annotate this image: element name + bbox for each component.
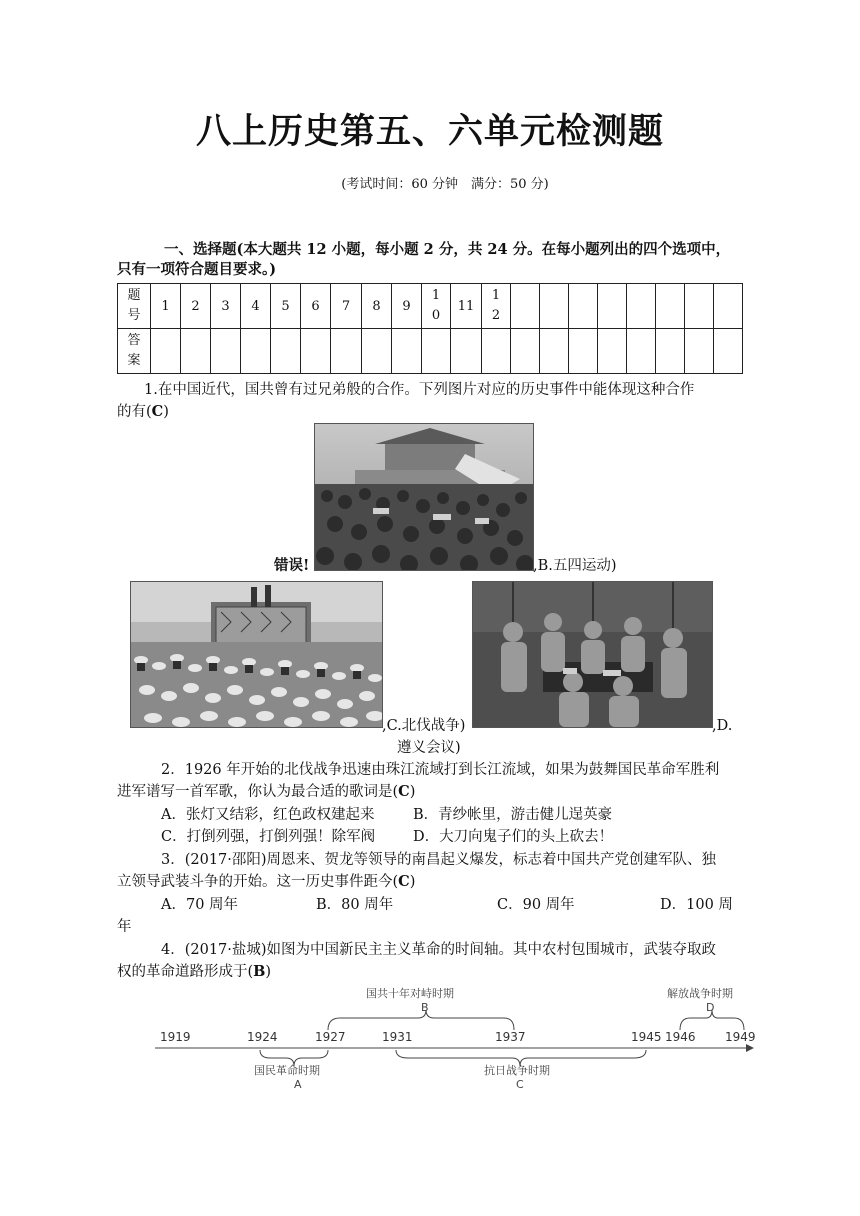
- table-cell: 1 2: [482, 284, 511, 329]
- period-d-label: 解放战争时期: [667, 987, 733, 1000]
- answer-cell[interactable]: [271, 329, 301, 374]
- section-heading-line1: 一、选择题(本大题共 12 小题，每小题 2 分，共 24 分。在每小题列出的四个选项中，: [164, 241, 731, 258]
- q3-option-d: D．100 周: [660, 897, 733, 913]
- answer-cell[interactable]: [331, 329, 362, 374]
- table-row-answers: [118, 329, 743, 374]
- table-cell: 5: [271, 284, 301, 329]
- q2-option-a: A．张灯又结彩，红色政权建起来: [161, 807, 375, 823]
- q3-option-d-wrap: 年: [117, 919, 132, 935]
- photo-may-fourth-movement: [314, 423, 534, 571]
- answer-cell[interactable]: [422, 329, 451, 374]
- q2-line2: 进军谱写一首军歌，你认为最合适的歌词是(C): [117, 783, 416, 800]
- photo-zunyi-conference: [472, 581, 713, 728]
- error-label: 错误!: [274, 557, 310, 574]
- answer-cell: [685, 329, 714, 374]
- year-1937: 1937: [495, 1030, 526, 1044]
- q3-answer: C: [398, 873, 410, 890]
- answer-cell: [540, 329, 569, 374]
- table-cell: 6: [301, 284, 331, 329]
- table-cell: [685, 284, 714, 329]
- table-cell: [656, 284, 685, 329]
- q3-line1: 3．(2017·邵阳)周恩来、贺龙等领导的南昌起义爆发，标志着中国共产党创建军队、独: [161, 852, 717, 868]
- year-1931: 1931: [382, 1030, 413, 1044]
- table-cell: 1: [151, 284, 181, 329]
- caption-c: ,C.北伐战争): [382, 718, 466, 734]
- q4-line2: 权的革命道路形成于(B): [117, 963, 272, 980]
- caption-d1: ,D.: [712, 718, 733, 734]
- table-cell: 8: [362, 284, 392, 329]
- caption-b: ,B.五四运动): [533, 558, 617, 574]
- period-a-letter: A: [294, 1078, 302, 1091]
- answer-cell[interactable]: [151, 329, 181, 374]
- revolution-timeline: [150, 982, 760, 1097]
- q3-option-b: B．80 周年: [316, 897, 394, 913]
- q1-answer: C: [151, 403, 164, 420]
- q2-option-b: B．青纱帐里，游击健儿逞英豪: [413, 807, 613, 823]
- table-cell: 11: [451, 284, 482, 329]
- period-b-label: 国共十年对峙时期: [366, 987, 454, 1000]
- q1-line2: 的有(C): [117, 403, 169, 420]
- answer-cell: [569, 329, 598, 374]
- q2-option-d: D．大刀向鬼子们的头上砍去！: [413, 829, 614, 845]
- answer-cell[interactable]: [241, 329, 271, 374]
- year-1927: 1927: [315, 1030, 346, 1044]
- answer-cell: [598, 329, 627, 374]
- period-b-letter: B: [421, 1001, 429, 1014]
- table-cell: [714, 284, 743, 329]
- table-cell: [540, 284, 569, 329]
- answer-cell[interactable]: [392, 329, 422, 374]
- q2-answer: C: [398, 783, 410, 800]
- year-1919: 1919: [160, 1030, 191, 1044]
- page-title: 八上历史第五、六单元检测题: [195, 112, 664, 152]
- answer-cell: [714, 329, 743, 374]
- period-d-letter: D: [706, 1001, 715, 1014]
- q4-answer: B: [253, 963, 266, 980]
- table-cell: 1 0: [422, 284, 451, 329]
- answer-table: [117, 283, 743, 374]
- table-cell: 4: [241, 284, 271, 329]
- answer-cell[interactable]: [301, 329, 331, 374]
- table-row-numbers: [118, 284, 743, 329]
- year-1949: 1949: [725, 1030, 756, 1044]
- answer-cell: [511, 329, 540, 374]
- answer-cell[interactable]: [181, 329, 211, 374]
- table-cell: [627, 284, 656, 329]
- table-header-number: 题 号: [118, 284, 151, 329]
- section-heading-line2: 只有一项符合题目要求。): [117, 261, 277, 278]
- answer-cell[interactable]: [211, 329, 241, 374]
- table-header-answer: 答 案: [118, 329, 151, 374]
- table-cell: [569, 284, 598, 329]
- period-c-letter: C: [516, 1078, 524, 1091]
- exam-info: (考试时间：60 分钟 满分：50 分): [341, 177, 549, 192]
- answer-cell[interactable]: [362, 329, 392, 374]
- period-c-label: 抗日战争时期: [484, 1064, 550, 1077]
- photo-northern-expedition: [130, 581, 383, 728]
- answer-cell: [627, 329, 656, 374]
- q2-option-c: C．打倒列强，打倒列强！除军阀: [161, 829, 376, 845]
- year-1946: 1946: [665, 1030, 696, 1044]
- table-cell: [511, 284, 540, 329]
- q3-option-a: A．70 周年: [161, 897, 239, 913]
- q3-option-c: C．90 周年: [497, 897, 575, 913]
- year-1945: 1945: [631, 1030, 662, 1044]
- q2-line1: 2．1926 年开始的北伐战争迅速由珠江流域打到长江流域，如果为鼓舞国民革命军胜利: [161, 762, 720, 778]
- table-cell: 9: [392, 284, 422, 329]
- table-cell: [598, 284, 627, 329]
- caption-d2: 遵义会议): [397, 740, 461, 756]
- period-a-label: 国民革命时期: [254, 1064, 320, 1077]
- q4-line1: 4．(2017·盐城)如图为中国新民主主义革命的时间轴。其中农村包围城市，武装夺取政: [161, 942, 717, 958]
- table-cell: 7: [331, 284, 362, 329]
- table-cell: 3: [211, 284, 241, 329]
- table-cell: 2: [181, 284, 211, 329]
- year-1924: 1924: [247, 1030, 278, 1044]
- answer-cell: [656, 329, 685, 374]
- q3-line2: 立领导武装斗争的开始。这一历史事件距今(C): [117, 873, 416, 890]
- answer-cell[interactable]: [451, 329, 482, 374]
- answer-cell[interactable]: [482, 329, 511, 374]
- q1-line1: 1.在中国近代，国共曾有过兄弟般的合作。下列图片对应的历史事件中能体现这种合作: [144, 382, 695, 398]
